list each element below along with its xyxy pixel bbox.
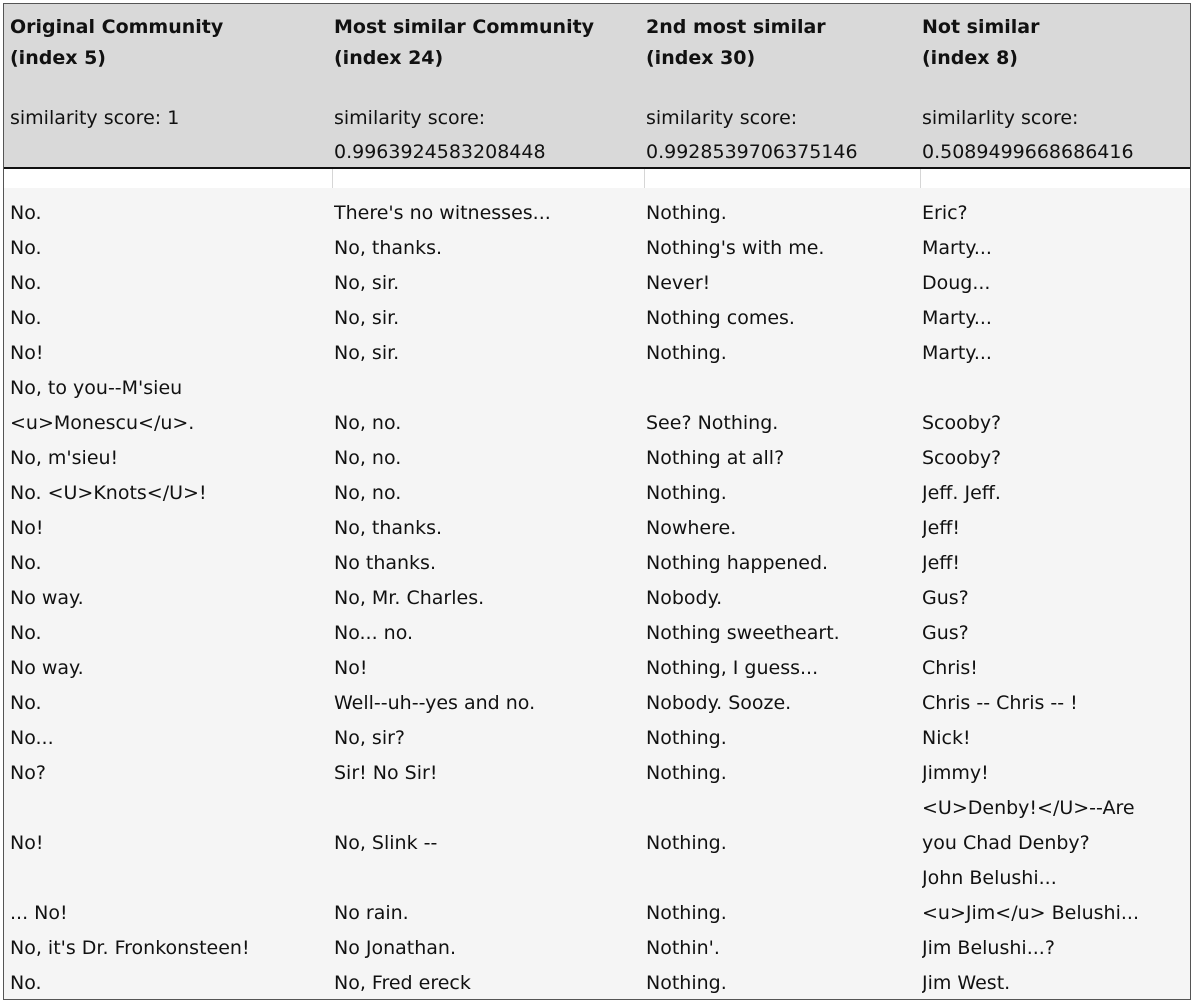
table-row [4,196,1190,231]
table-cell[interactable]: John Belushi... [922,867,1057,889]
table-row [4,616,1190,651]
table-cell[interactable]: See? Nothing. [646,412,779,434]
table-cell[interactable]: No, no. [334,447,402,469]
table-row [4,686,1190,721]
table-cell[interactable]: Gus? [922,587,969,609]
table-row [4,651,1190,686]
table-row [4,931,1190,966]
table-cell[interactable]: Doug... [922,272,991,294]
table-cell[interactable]: No, no. [334,412,402,434]
table-row [4,756,1190,791]
table-cell[interactable]: No? [10,762,46,784]
table-cell[interactable]: Nobody. [646,587,723,609]
table-cell[interactable]: No. [10,622,42,644]
table-cell[interactable]: No, it's Dr. Fronkonsteen! [10,937,250,959]
table-row [4,266,1190,301]
table-body [4,188,1190,999]
table-row [4,301,1190,336]
table-cell[interactable]: Nothing. [646,972,727,994]
table-cell[interactable]: No... [10,727,54,749]
table-cell[interactable]: Nothing. [646,762,727,784]
table-cell[interactable]: Jeff! [922,552,960,574]
table-cell[interactable]: Nothing, I guess... [646,657,819,679]
table-cell[interactable]: Jim Belushi...? [922,937,1055,959]
table-cell[interactable]: Nothing. [646,342,727,364]
table-cell[interactable]: No, sir. [334,272,400,294]
table-row [4,511,1190,546]
header-title: Most similar Community (index 24) [334,16,595,69]
table-cell[interactable]: There's no witnesses... [334,202,551,224]
table-cell[interactable]: Gus? [922,622,969,644]
table-row [4,476,1190,511]
header-score: similarity score: 0.9963924583208448 [334,107,546,163]
table-cell[interactable]: No. [10,307,42,329]
table-row [4,966,1190,1000]
table-cell[interactable]: No. [10,972,42,994]
table-cell[interactable]: Nothing comes. [646,307,795,329]
table-cell[interactable]: ... No! [10,902,68,924]
header-original-community[interactable] [10,4,332,167]
table-cell[interactable]: No, sir. [334,342,400,364]
column-divider [332,169,333,188]
table-cell[interactable]: <U>Denby!</U>--Are you Chad Denby? [922,797,1135,854]
table-cell[interactable]: No thanks. [334,552,436,574]
table-row [4,721,1190,756]
table-cell[interactable]: No Jonathan. [334,937,457,959]
table-cell[interactable]: Nothing. [646,482,727,504]
column-divider [920,169,921,188]
table-header [4,4,1190,169]
table-cell[interactable]: No! [334,657,368,679]
header-score: similarlity score: 0.5089499668686416 [922,107,1134,163]
table-cell[interactable]: Nothing. [646,727,727,749]
spreadsheet [3,3,1191,1000]
table-cell[interactable]: Jimmy! [922,762,989,784]
table-cell[interactable]: Nobody. Sooze. [646,692,792,714]
header-title: Original Community (index 5) [10,16,224,69]
table-cell[interactable]: No. [10,272,42,294]
table-cell[interactable]: No, thanks. [334,517,443,539]
header-second-most-similar[interactable] [646,4,920,167]
header-not-similar[interactable] [922,4,1188,167]
table-cell[interactable]: Scooby? [922,447,1002,469]
table-cell[interactable]: No. [10,692,42,714]
table-row [4,581,1190,616]
header-most-similar[interactable] [334,4,644,167]
table-cell[interactable]: No, to you--M'sieu <u>Monescu</u>. [10,377,195,434]
table-cell[interactable]: Nothing sweetheart. [646,622,840,644]
table-cell[interactable]: No. [10,237,42,259]
table-cell[interactable]: No, Slink -- [334,832,438,854]
table-cell[interactable]: No, m'sieu! [10,447,119,469]
table-cell[interactable]: Nothing's with me. [646,237,825,259]
table-cell[interactable]: No, thanks. [334,237,443,259]
table-cell[interactable]: No way. [10,587,84,609]
table-cell[interactable]: Chris! [922,657,978,679]
table-cell[interactable]: No, no. [334,482,402,504]
header-title: Not similar (index 8) [922,16,1040,69]
table-row [4,336,1190,371]
table-cell[interactable]: Marty... [922,237,992,259]
table-cell[interactable]: Nowhere. [646,517,737,539]
table-cell[interactable]: Scooby? [922,412,1002,434]
table-cell[interactable]: Nothing at all? [646,447,785,469]
table-row [4,546,1190,581]
table-row [4,861,1190,896]
table-cell[interactable]: Well--uh--yes and no. [334,692,536,714]
table-row [4,791,1190,861]
table-cell[interactable]: Marty... [922,342,992,364]
header-title: 2nd most similar (index 30) [646,16,826,69]
table-cell[interactable]: No. [10,552,42,574]
table-cell[interactable]: Nick! [922,727,971,749]
table-cell[interactable]: No! [10,832,44,854]
table-cell[interactable]: Eric? [922,202,968,224]
table-cell[interactable]: Never! [646,272,711,294]
column-divider [644,169,645,188]
table-row [4,441,1190,476]
table-row [4,231,1190,266]
table-cell[interactable]: Jeff. Jeff. [922,482,1001,504]
table-row [4,371,1190,441]
table-cell[interactable]: No, sir? [334,727,405,749]
table-cell[interactable]: No! [10,517,44,539]
table-cell[interactable]: Nothing happened. [646,552,829,574]
table-row [4,896,1190,931]
header-score: similarity score: 1 [10,107,180,129]
table-cell[interactable]: No, Fred ereck [334,972,471,994]
table-cell[interactable]: No, sir. [334,307,400,329]
table-cell[interactable]: Chris -- Chris -- ! [922,692,1078,714]
table-cell[interactable]: No, Mr. Charles. [334,587,485,609]
table-cell[interactable]: Jeff! [922,517,960,539]
table-cell[interactable] [10,861,332,896]
table-cell[interactable]: Nothing. [646,202,727,224]
table-cell[interactable]: No... no. [334,622,414,644]
table-cell[interactable]: Jim West. [922,972,1011,994]
table-cell[interactable]: No. <U>Knots</U>! [10,482,207,504]
table-cell[interactable]: Nothing. [646,902,727,924]
header-score: similarity score: 0.9928539706375146 [646,107,858,163]
table-cell[interactable]: No rain. [334,902,409,924]
table-cell[interactable]: No! [10,342,44,364]
table-cell[interactable]: Sir! No Sir! [334,762,438,784]
table-cell[interactable]: <u>Jim</u> Belushi... [922,902,1139,924]
table-cell[interactable]: No way. [10,657,84,679]
table-cell[interactable] [334,861,644,896]
table-cell[interactable]: Nothin'. [646,937,720,959]
table-cell[interactable]: No. [10,202,42,224]
spacer-row[interactable] [4,169,1190,188]
table-cell[interactable] [646,861,920,896]
table-cell[interactable]: Marty... [922,307,992,329]
table-cell[interactable]: Nothing. [646,832,727,854]
